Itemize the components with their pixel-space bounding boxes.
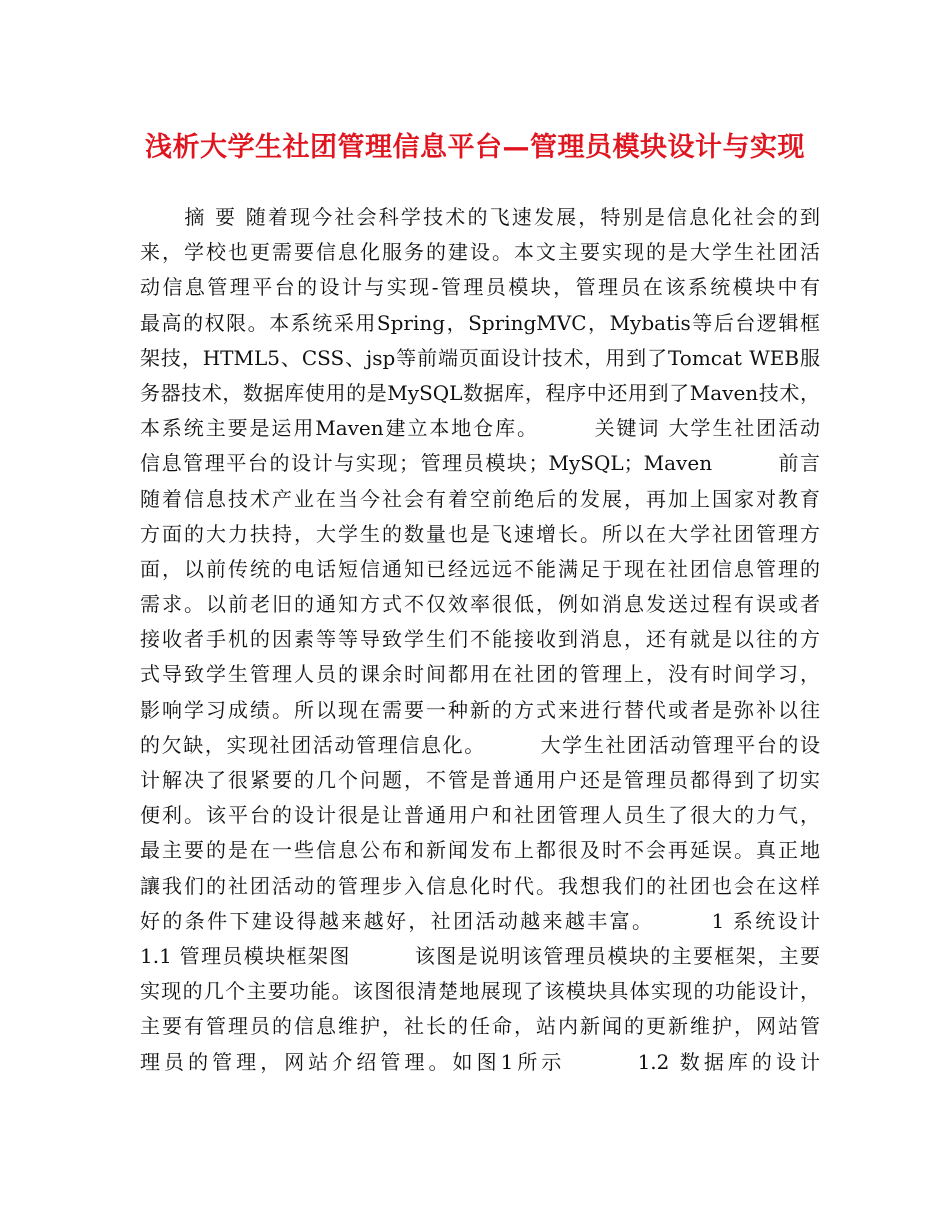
body-line: 主要有管理员的信息维护，社长的任命，站内新闻的更新维护，网站管 (140, 1014, 820, 1039)
body-line: 理员的管理，网站介绍管理。如图1所示 1.2 数据库的设计 (140, 1049, 820, 1074)
body-line: 最高的权限。本系统采用Spring，SpringMVC，Mybatis等后台逻辑框 (140, 310, 820, 335)
body-line: 来，学校也更需要信息化服务的建设。本文主要实现的是大学生社团活 (140, 240, 820, 265)
body-line: 实现的几个主要功能。该图很清楚地展现了该模块具体实现的功能设计， (140, 979, 820, 1004)
body-line: 1.1 管理员模块框架图 该图是说明该管理员模块的主要框架，主要 (140, 943, 820, 968)
body-line: 面，以前传统的电话短信通知已经远远不能满足于现在社团信息管理的 (140, 556, 820, 581)
body-line: 计解决了很紧要的几个问题，不管是普通用户还是管理员都得到了切实 (140, 768, 820, 792)
body-line: 好的条件下建设得越来越好，社团活动越来越丰富。 1 系统设计 (140, 908, 820, 933)
body-line: 接收者手机的因素等等导致学生们不能接收到消息，还有就是以往的方 (140, 627, 820, 652)
body-line: 便利。该平台的设计很是让普通用户和社团管理人员生了很大的力气， (140, 803, 820, 828)
body-line: 最主要的是在一些信息公布和新闻发布上都很及时不会再延误。真正地 (140, 838, 820, 863)
body-line: 信息管理平台的设计与实现；管理员模块；MySQL；Maven 前言 (140, 451, 820, 476)
body-line: 动信息管理平台的设计与实现-管理员模块，管理员在该系统模块中有 (140, 275, 820, 300)
body-line: 影响学习成绩。所以现在需要一种新的方式来进行替代或者是弥补以往 (140, 697, 820, 722)
body-line: 务器技术，数据库使用的是MySQL数据库，程序中还用到了Maven技术， (140, 380, 820, 405)
body-line: 的欠缺，实现社团活动管理信息化。 大学生社团活动管理平台的设 (140, 732, 820, 757)
body-line: 式导致学生管理人员的课余时间都用在社团的管理上，没有时间学习， (140, 662, 820, 687)
body-line: 讓我们的社团活动的管理步入信息化时代。我想我们的社团也会在这样 (140, 873, 820, 898)
body-line: 架技，HTML5、CSS、jsp等前端页面设计技术，用到了Tomcat WEB服 (140, 345, 820, 370)
body-line: 需求。以前老旧的通知方式不仅效率很低，例如消息发送过程有误或者 (140, 592, 820, 617)
body-line: 摘 要 随着现今社会科学技术的飞速发展，特别是信息化社会的到 (140, 205, 820, 229)
document-body (140, 200, 820, 1080)
body-line: 本系统主要是运用Maven建立本地仓库。 关键词 大学生社团活动 (140, 416, 820, 441)
body-line: 随着信息技术产业在当今社会有着空前绝后的发展，再加上国家对教育 (140, 486, 820, 511)
document-title: 浅析大学生社团管理信息平台—管理员模块设计与实现 (145, 132, 805, 163)
body-line: 方面的大力扶持，大学生的数量也是飞速增长。所以在大学社团管理方 (140, 521, 820, 546)
